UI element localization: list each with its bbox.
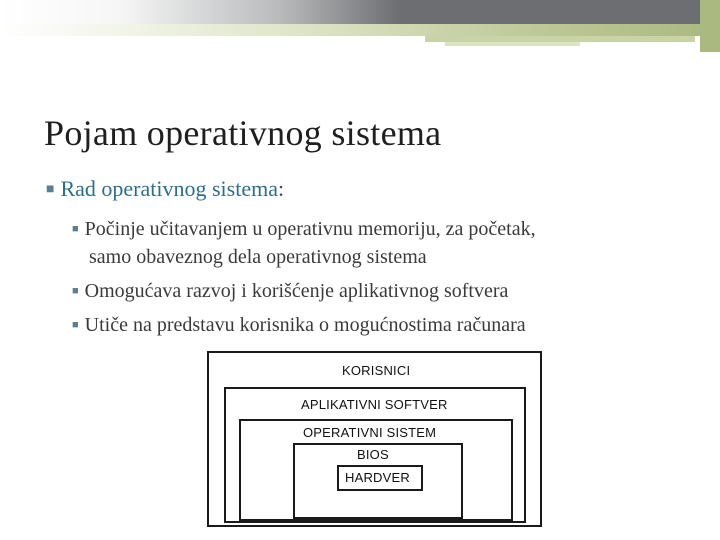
header-accent-bar bbox=[0, 24, 720, 36]
slide-title: Pojam operativnog sistema bbox=[44, 113, 442, 153]
sub-bullet-2 bbox=[72, 280, 508, 303]
layer-bios bbox=[293, 443, 463, 519]
sub-bullet-1-continuation: samo obaveznog dela operativnog sistema bbox=[89, 246, 427, 268]
layer-label-aplikativni-softver: APLIKATIVNI SOFTVER bbox=[301, 397, 448, 412]
bullet-square-icon: ■ bbox=[46, 182, 55, 197]
layer-label-hardver: HARDVER bbox=[345, 470, 410, 485]
layer-aplikativni-softver bbox=[224, 387, 526, 523]
header-bar-fade bbox=[0, 0, 400, 24]
layer-hardver bbox=[337, 465, 423, 491]
bullet-square-icon: ■ bbox=[72, 285, 79, 297]
header-accent-line-2 bbox=[445, 42, 580, 46]
sub-bullet-1-text: Počinje učitavanjem u operativnu memoriju, za početak, bbox=[84, 218, 536, 240]
header-accent-corner bbox=[700, 0, 720, 52]
main-bullet bbox=[46, 176, 284, 202]
main-bullet-colon: : bbox=[277, 176, 285, 201]
sub-bullet-2-text: Omogućava razvoj i korišćenje aplikativnog softvera bbox=[84, 280, 509, 302]
os-layers-diagram bbox=[207, 351, 542, 527]
sub-bullet-3-text: Utiče na predstavu korisnika o mogućnostima računara bbox=[84, 314, 526, 336]
sub-bullet-3 bbox=[72, 314, 526, 337]
bullet-square-icon: ■ bbox=[72, 319, 79, 331]
layer-operativni-sistem bbox=[239, 419, 513, 521]
layer-label-korisnici: KORISNICI bbox=[342, 363, 411, 378]
layer-label-bios: BIOS bbox=[357, 447, 389, 462]
main-bullet-text: Rad operativnog sistema bbox=[60, 176, 278, 201]
layer-label-operativni-sistem: OPERATIVNI SISTEM bbox=[303, 425, 437, 440]
bullet-square-icon: ■ bbox=[72, 223, 79, 235]
sub-bullet-1 bbox=[72, 218, 536, 241]
